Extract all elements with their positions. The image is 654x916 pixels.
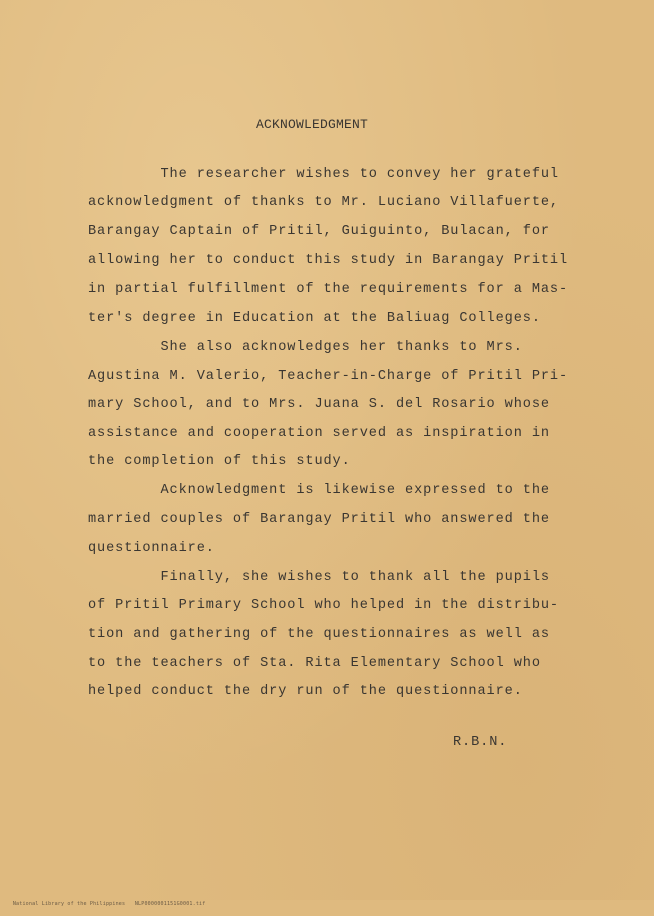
footer-code: NLP0000001151G0001.tif [134,901,206,907]
text-line-4: allowing her to conduct this study in Barangay Pritil [88,253,569,268]
text-line-15: Finally, she wishes to thank all the pupils [88,570,550,585]
text-line-17: tion and gathering of the questionnaires as well as [88,627,550,642]
text-line-11: the completion of this study. [88,454,351,469]
footer-library: National Library of the Philippines [12,901,126,907]
text-line-7: She also acknowledges her thanks to Mrs. [88,340,523,355]
text-line-19: helped conduct the dry run of the questionnaire. [88,684,523,699]
text-line-16: of Pritil Primary School who helped in the distribu- [88,598,559,613]
text-line-8: Agustina M. Valerio, Teacher-in-Charge of Pritil Pri- [88,369,569,384]
text-line-3: Barangay Captain of Pritil, Guiguinto, Bulacan, for [88,224,550,239]
scan-footer [0,892,654,907]
text-line-10: assistance and cooperation served as inspiration in [88,426,550,441]
text-line-14: questionnaire. [88,541,215,556]
document-title: ACKNOWLEDGMENT [256,117,369,132]
text-line-13: married couples of Barangay Pritil who answered the [88,512,550,527]
text-line-2: acknowledgment of thanks to Mr. Luciano Villafuerte, [88,195,559,210]
text-line-12: Acknowledgment is likewise expressed to the [88,483,550,498]
text-line-9: mary School, and to Mrs. Juana S. del Rosario whose [88,397,550,412]
text-line-1: The researcher wishes to convey her grateful [88,167,559,182]
author-initials: R.B.N. [453,735,508,750]
text-line-5: in partial fulfillment of the requirements for a Mas- [88,282,569,297]
text-line-18: to the teachers of Sta. Rita Elementary School who [88,656,541,671]
text-line-6: ter's degree in Education at the Baliuag Colleges. [88,311,541,326]
